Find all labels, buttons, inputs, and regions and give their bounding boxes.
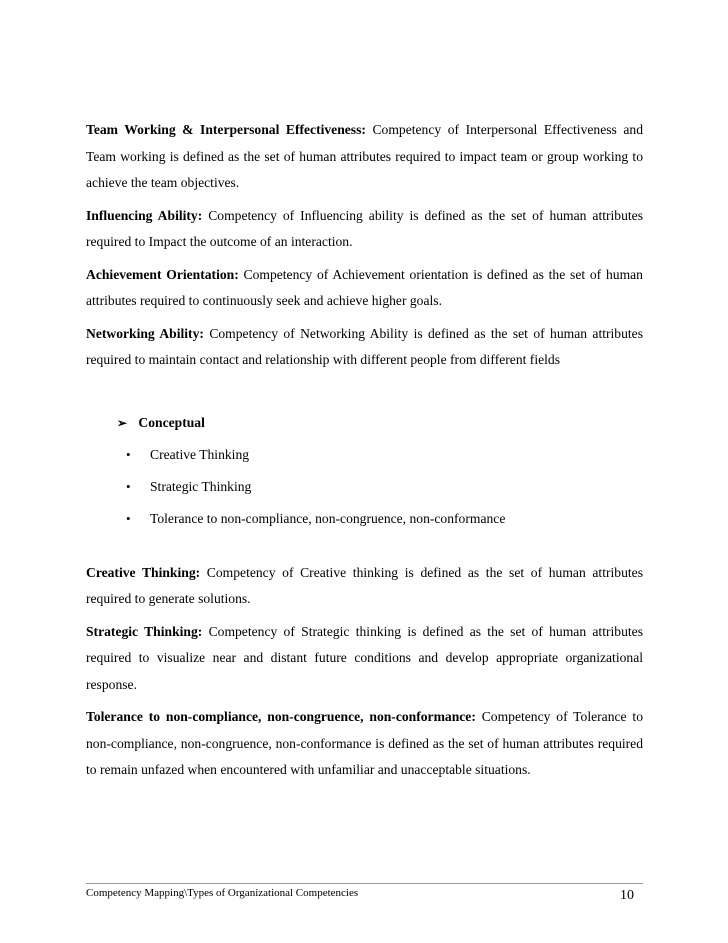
- definition-creative-thinking: [86, 560, 643, 613]
- section-spacer: [86, 538, 643, 560]
- document-body: [86, 117, 643, 784]
- definition-text: Competency of Achievement orientation is defined as the set of human attributes required to continuously seek and achieve higher goals.: [86, 266, 643, 308]
- page-number: 10: [620, 888, 634, 903]
- term-label: Networking Ability:: [86, 325, 204, 341]
- term-label: Team Working & Interpersonal Effectiveness:: [86, 122, 366, 137]
- bullet-icon: •: [126, 510, 131, 526]
- list-item: [86, 506, 643, 538]
- definition-text: Competency of Tolerance to non-compliance, non-congruence, non-conformance is defined as the set of human attributes required to remain unfazed when encountered with unfamiliar and unacceptable situations.: [86, 709, 643, 777]
- list-item: [86, 442, 643, 474]
- list-item-label: Tolerance to non-compliance, non-congruence, non-conformance: [150, 510, 506, 526]
- footer-path: Competency Mapping\Types of Organizational Competencies: [86, 887, 359, 899]
- arrow-bullet-icon: ➢: [117, 415, 128, 430]
- footer-rule: [86, 883, 643, 884]
- list-item: [86, 474, 643, 506]
- definition-networking-ability: [86, 321, 643, 374]
- definition-achievement-orientation: [86, 262, 643, 315]
- term-label: Tolerance to non-compliance, non-congruence, non-conformance:: [86, 709, 476, 724]
- term-label: Influencing Ability:: [86, 207, 203, 223]
- definition-text: Competency of Influencing ability is defined as the set of human attributes required to Impact the outcome of an interaction.: [86, 207, 643, 249]
- definition-strategic-thinking: [86, 619, 643, 699]
- definition-text: Competency of Networking Ability is defined as the set of human attributes required to maintain contact and relationship with different people from different fields: [86, 325, 643, 367]
- conceptual-list: [86, 442, 643, 538]
- conceptual-heading: [86, 410, 643, 442]
- list-item-label: Creative Thinking: [150, 446, 250, 462]
- definition-tolerance: [86, 704, 643, 784]
- term-label: Strategic Thinking:: [86, 623, 203, 639]
- bullet-icon: •: [126, 446, 131, 462]
- term-label: Creative Thinking:: [86, 564, 201, 580]
- bullet-icon: •: [126, 478, 131, 494]
- definition-text: Competency of Strategic thinking is defined as the set of human attributes required to visualize near and distant future conditions and develop appropriate organizational response.: [86, 623, 643, 692]
- term-label: Achievement Orientation:: [86, 266, 239, 282]
- definition-text: Competency of Creative thinking is defined as the set of human attributes required to generate solutions.: [86, 564, 643, 606]
- definition-influencing-ability: [86, 203, 643, 256]
- list-item-label: Strategic Thinking: [150, 478, 252, 494]
- definition-team-working: [86, 117, 643, 197]
- definition-text: Competency of Interpersonal Effectiveness and Team working is defined as the set of human attributes required to impact team or group working to achieve the team objectives.: [86, 122, 643, 190]
- conceptual-heading-label: Conceptual: [138, 414, 205, 430]
